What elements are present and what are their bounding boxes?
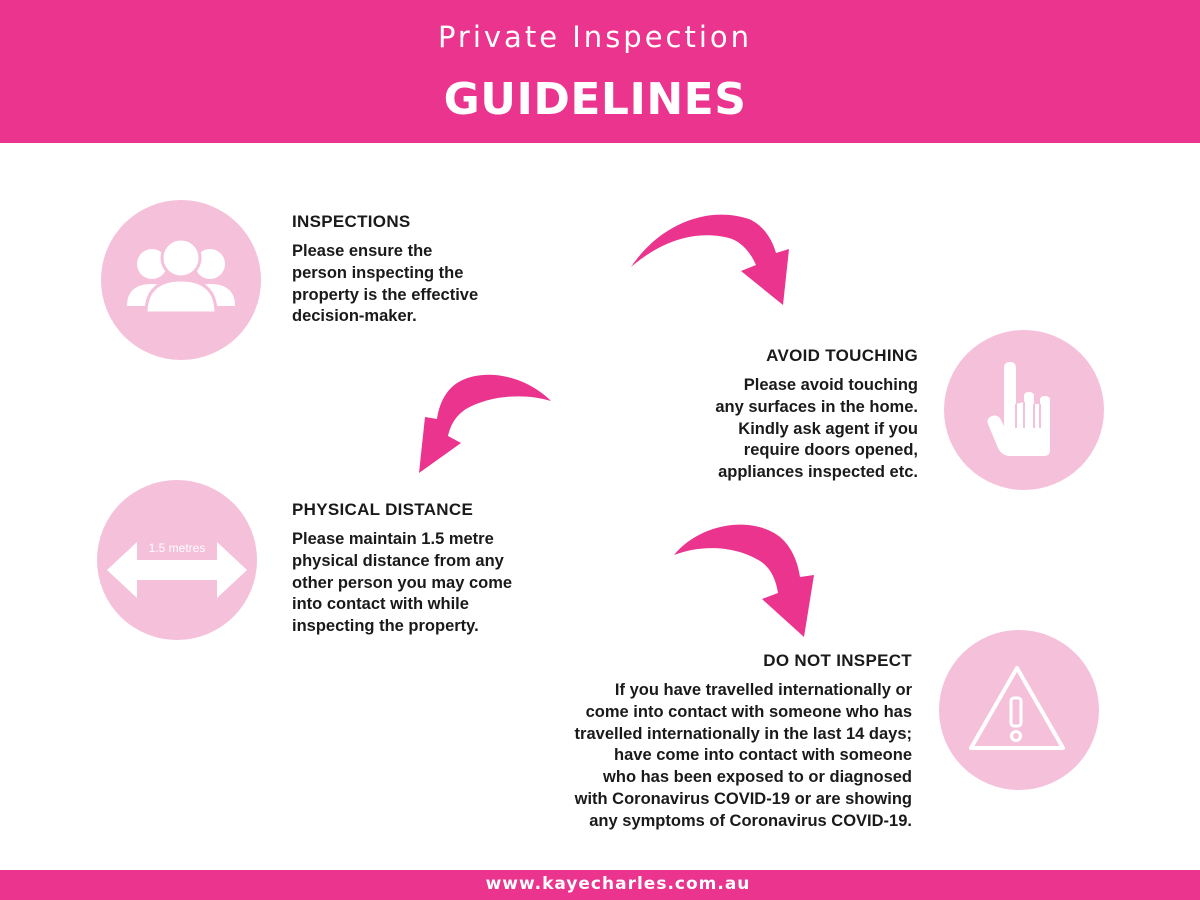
physical-distance-title: PHYSICAL DISTANCE bbox=[292, 500, 474, 519]
curved-arrow-down-right-icon-2 bbox=[670, 515, 835, 645]
pointing-hand-icon bbox=[944, 330, 1104, 490]
do-not-inspect-icon-circle bbox=[939, 630, 1099, 790]
distance-label: 1.5 metres bbox=[148, 541, 206, 555]
physical-distance-icon-circle bbox=[97, 480, 257, 640]
footer-banner bbox=[0, 870, 1200, 900]
page-title: GUIDELINES bbox=[443, 74, 747, 125]
curved-arrow-down-right-icon bbox=[625, 205, 810, 315]
do-not-inspect-section bbox=[520, 651, 912, 833]
avoid-touching-body: Please avoid touching any surfaces in the home. Kindly ask agent if you require doors opened, appliances inspected etc. bbox=[715, 376, 918, 482]
header-banner bbox=[0, 0, 1200, 143]
inspections-title: INSPECTIONS bbox=[292, 212, 411, 231]
avoid-touching-section bbox=[658, 346, 918, 484]
inspections-section bbox=[292, 212, 552, 328]
curved-arrow-down-left-icon bbox=[395, 365, 555, 485]
people-group-icon bbox=[101, 200, 261, 360]
do-not-inspect-title: DO NOT INSPECT bbox=[763, 651, 912, 670]
inspections-icon-circle bbox=[101, 200, 261, 360]
physical-distance-body: Please maintain 1.5 metre physical distance from any other person you may come into contact with while inspecting the property. bbox=[292, 530, 513, 636]
header-subtitle: Private Inspection bbox=[437, 20, 753, 54]
warning-triangle-icon bbox=[939, 630, 1099, 790]
inspections-body: Please ensure the person inspecting the property is the effective decision-maker. bbox=[292, 242, 479, 326]
do-not-inspect-body: If you have travelled internationally or come into contact with someone who has travelled internationally in the last 14 days; have come into contact with someone who has been exposed to or diagnosed with Coronavirus COVID-19 or are showing any symptoms of Coronavirus COVID-19. bbox=[574, 681, 912, 830]
physical-distance-section bbox=[292, 500, 562, 638]
avoid-touching-icon-circle bbox=[944, 330, 1104, 490]
avoid-touching-title: AVOID TOUCHING bbox=[766, 346, 918, 365]
website-link[interactable]: www.kayecharles.com.au bbox=[485, 874, 751, 894]
double-arrow-icon bbox=[97, 480, 257, 640]
